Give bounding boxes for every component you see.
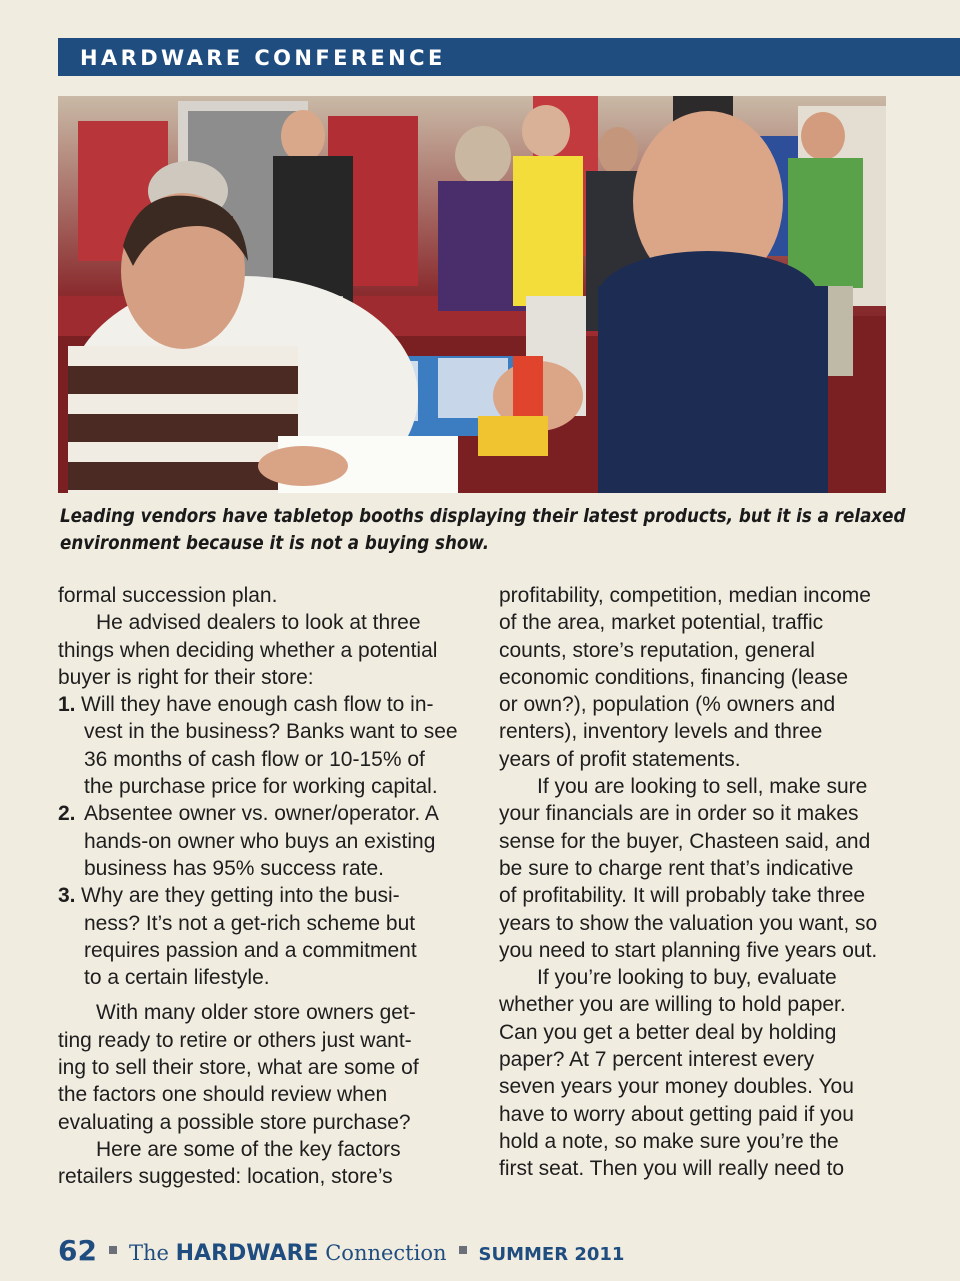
footer-separator (459, 1246, 467, 1254)
footer-separator (109, 1246, 117, 1254)
list-item (58, 800, 468, 882)
paragraph-line: be sure to charge rent that’s indicative (499, 856, 854, 880)
paragraph-line: your financials are in order so it makes (499, 802, 859, 826)
paragraph-line: ing to sell their store, what are some of (58, 1056, 419, 1080)
list-number: 2. (58, 802, 76, 826)
list-item (58, 691, 468, 800)
photo-caption (60, 503, 906, 557)
paragraph-line: first seat. Then you will really need to (499, 1157, 845, 1181)
section-header-bar (58, 38, 960, 76)
list-number: 1. (58, 693, 76, 717)
list-line: Why are they getting into the busi- (81, 884, 400, 908)
photo-illustration (58, 96, 886, 493)
paragraph-line: the factors one should review when (58, 1083, 388, 1107)
paragraph-line: of profitability. It will probably take three (499, 884, 866, 908)
paragraph-line: hold a note, so make sure you’re the (499, 1129, 839, 1153)
publication-name (129, 1241, 447, 1266)
list-line: Will they have enough cash flow to in- (81, 693, 434, 717)
list-line: to a certain lifestyle. (84, 966, 270, 990)
list-line: requires passion and a commitment (84, 938, 417, 962)
issue-date: SUMMER 2011 (478, 1244, 625, 1265)
paragraph-line: retailers suggested: location, store’s (58, 1165, 393, 1189)
paragraph-line: years of profit statements. (499, 747, 741, 771)
article-column-left (58, 582, 468, 1191)
section-title: HARDWARE CONFERENCE (80, 46, 446, 70)
paragraph-line: whether you are willing to hold paper. (499, 993, 846, 1017)
list-line: ness? It’s not a get-rich scheme but (84, 911, 416, 935)
paragraph-line: If you are looking to sell, make sure (537, 775, 868, 799)
list-line: 36 months of cash flow or 10-15% of (84, 747, 425, 771)
paragraph-line: With many older store owners get- (96, 1001, 416, 1025)
list-line: hands-on owner who buys an existing (84, 829, 436, 853)
pub-hardware: HARDWARE (175, 1241, 319, 1266)
paragraph-line: counts, store’s reputation, general (499, 638, 815, 662)
article-column-right (499, 582, 909, 1183)
paragraph-line: paper? At 7 percent interest every (499, 1048, 815, 1072)
conference-photo (58, 96, 886, 493)
list-item (58, 882, 468, 991)
paragraph-line: years to show the valuation you want, so (499, 911, 878, 935)
paragraph-line: of the area, market potential, traffic (499, 611, 824, 635)
paragraph-line: seven years your money doubles. You (499, 1075, 854, 1099)
paragraph-line: formal succession plan. (58, 584, 278, 607)
paragraph-line: buyer is right for their store: (58, 665, 314, 689)
caption-line: Leading vendors have tabletop booths displaying their latest products, but it is a relaxed (60, 505, 906, 527)
paragraph-line: profitability, competition, median income (499, 584, 871, 607)
paragraph-line: sense for the buyer, Chasteen said, and (499, 829, 871, 853)
paragraph-line: Here are some of the key factors (96, 1137, 401, 1161)
page-footer (58, 1234, 624, 1270)
pub-the: The (128, 1241, 169, 1265)
list-line: business has 95% success rate. (84, 856, 384, 880)
list-line: vest in the business? Banks want to see (84, 720, 458, 744)
pub-connection: Connection (325, 1241, 447, 1265)
list-line: the purchase price for working capital. (84, 775, 438, 799)
paragraph-line: evaluating a possible store purchase? (58, 1110, 411, 1134)
paragraph-line: He advised dealers to look at three (96, 611, 421, 635)
paragraph-line: Can you get a better deal by holding (499, 1020, 837, 1044)
paragraph-line: things when deciding whether a potential (58, 638, 438, 662)
paragraph-line: renters), inventory levels and three (499, 720, 823, 744)
paragraph-line: you need to start planning five years out. (499, 938, 878, 962)
caption-line: environment because it is not a buying show. (60, 532, 490, 554)
paragraph-line: ting ready to retire or others just want- (58, 1028, 412, 1052)
page-number: 62 (58, 1234, 97, 1267)
list-line: Absentee owner vs. owner/operator. A (84, 802, 439, 826)
paragraph-line: or own?), population (% owners and (499, 693, 836, 717)
paragraph-line: If you’re looking to buy, evaluate (537, 966, 837, 990)
paragraph-line: economic conditions, financing (lease (499, 665, 849, 689)
list-number: 3. (58, 884, 76, 908)
paragraph-line: have to worry about getting paid if you (499, 1102, 854, 1126)
